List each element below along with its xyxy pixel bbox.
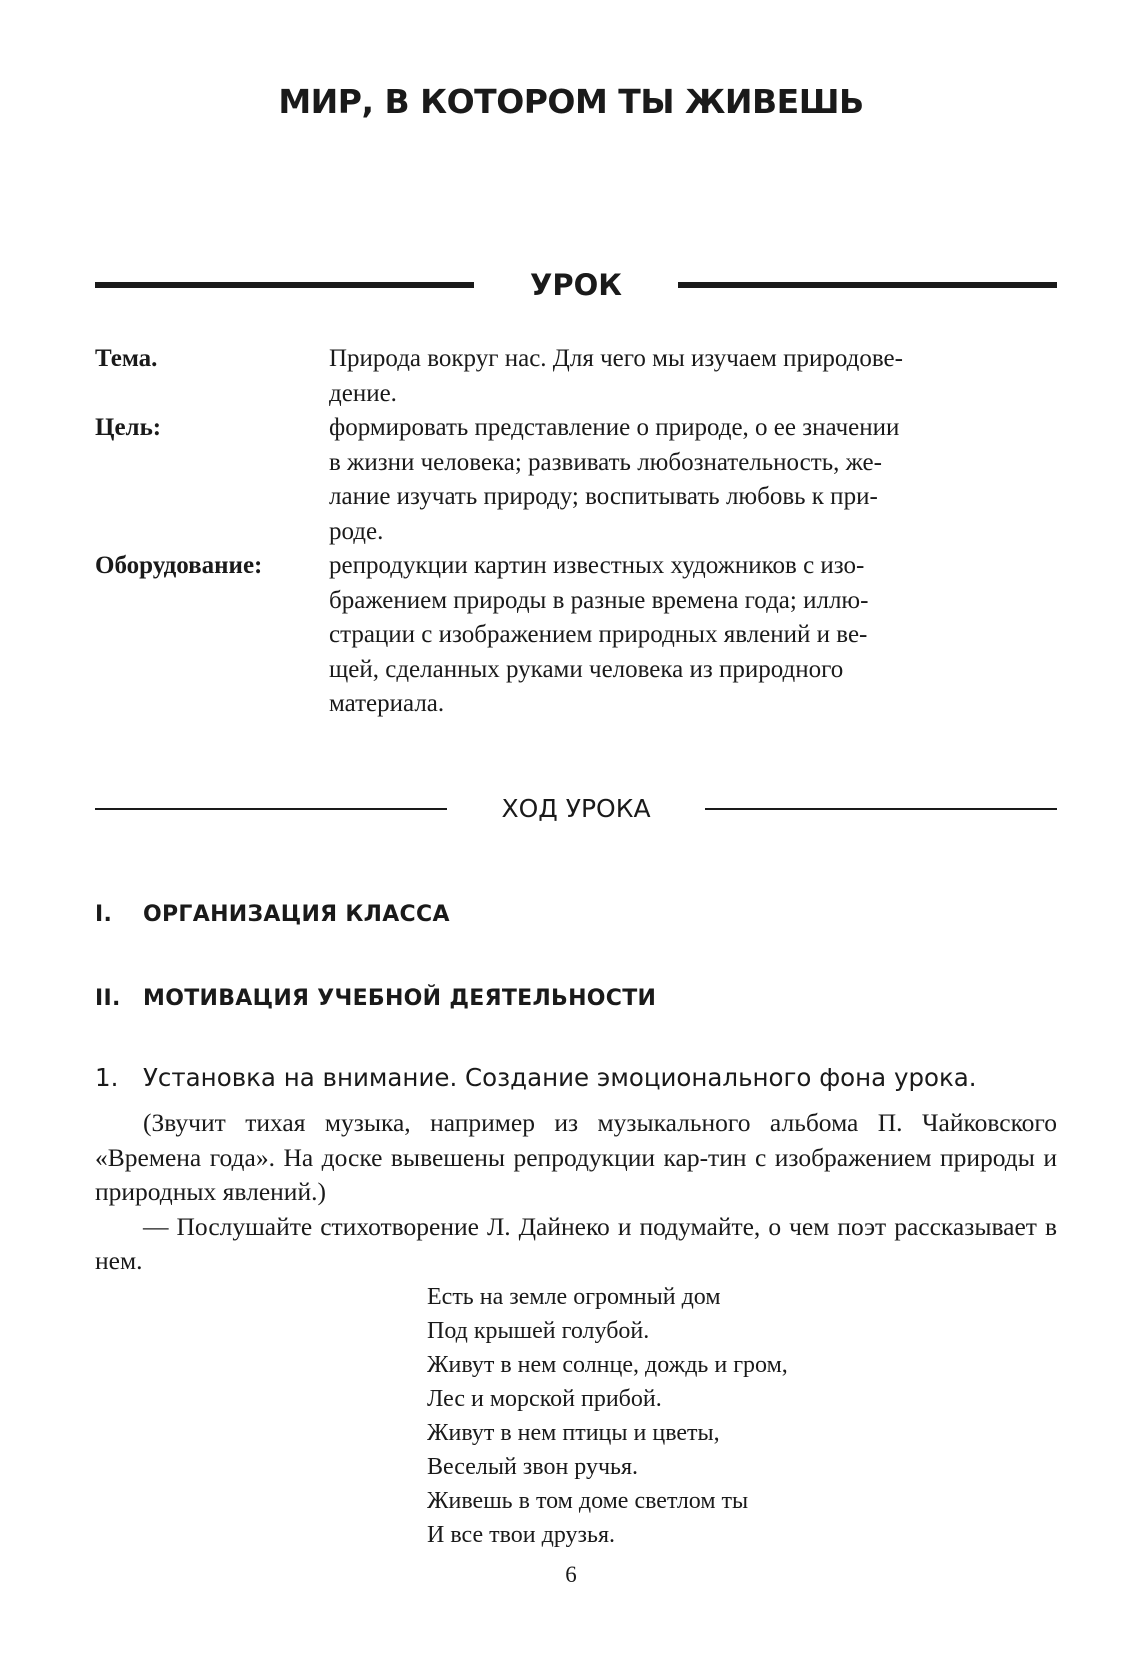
poem-line: И все твои друзья. <box>427 1522 615 1548</box>
item-text: Установка на внимание. Создание эмоционального фона урока. <box>143 1063 977 1092</box>
section-title: ОРГАНИЗАЦИЯ КЛАССА <box>143 902 450 927</box>
section-title: МОТИВАЦИЯ УЧЕБНОЙ ДЕЯТЕЛЬНОСТИ <box>143 986 657 1011</box>
info-line: страции с изображением природных явлений и ве- <box>329 621 868 648</box>
heading-rule-right <box>705 808 1057 810</box>
info-label: Тема. <box>95 345 158 372</box>
heading-rule-left <box>95 808 447 810</box>
info-line: формировать представление о природе, о ее значении <box>329 414 900 441</box>
info-row-topic <box>95 342 1057 411</box>
info-label: Оборудование: <box>95 552 263 579</box>
numbered-item <box>95 1063 977 1092</box>
poem-line: Под крышей голубой. <box>427 1318 650 1344</box>
heading-rule-left <box>95 282 474 288</box>
poem <box>427 1280 788 1552</box>
page-number: 6 <box>565 1562 577 1587</box>
section-number: I. <box>95 902 113 927</box>
info-line: в жизни человека; развивать любознательность, же- <box>329 448 882 476</box>
chapter-title: МИР, В КОТОРОМ ТЫ ЖИВЕШЬ <box>278 82 864 121</box>
lesson-progress-label: ХОД УРОКА <box>501 794 651 823</box>
paragraph: — Послушайте стихотворение Л. Дайнеко и подумайте, о чем поэт рассказывает в нем. <box>95 1211 1057 1275</box>
paragraph: (Звучит тихая музыка, например из музыкального альбома П. Чайковского «Времена года». На доске вывешены репродукции кар-тин с изображением природы и природных явлений.) <box>95 1108 1057 1206</box>
section-heading <box>95 902 450 927</box>
lesson-heading <box>95 268 1057 302</box>
info-row-goal <box>95 411 1057 549</box>
info-line: репродукции картин известных художников с изо- <box>329 552 865 579</box>
lesson-progress-heading <box>95 794 1057 823</box>
info-line: щей, сделанных руками человека из природного <box>329 655 844 683</box>
section-heading <box>95 986 656 1011</box>
info-row-equipment <box>95 549 1057 722</box>
info-text <box>329 342 1057 411</box>
poem-line: Живут в нем солнце, дождь и гром, <box>427 1352 788 1378</box>
info-line: материала. <box>329 690 445 717</box>
section-number: II. <box>95 986 121 1011</box>
info-line: роде. <box>329 517 384 545</box>
info-line: лание изучать природу; воспитывать любовь к при- <box>329 483 878 510</box>
lesson-info <box>95 342 1057 722</box>
item-number: 1. <box>95 1063 119 1092</box>
poem-line: Живешь в том доме светлом ты <box>427 1488 749 1514</box>
heading-rule-right <box>678 282 1057 288</box>
info-line: Природа вокруг нас. Для чего мы изучаем природове- <box>329 345 903 372</box>
poem-line: Живут в нем птицы и цветы, <box>427 1420 720 1446</box>
lesson-heading-label: УРОК <box>530 268 622 302</box>
info-label: Цель: <box>95 414 162 441</box>
body-text <box>95 1106 1057 1279</box>
poem-line: Веселый звон ручья. <box>427 1454 639 1480</box>
info-line: дение. <box>329 379 397 407</box>
poem-line: Есть на земле огромный дом <box>427 1284 721 1310</box>
info-line: бражением природы в разные времена года; иллю- <box>329 586 869 614</box>
poem-line: Лес и морской прибой. <box>427 1386 662 1412</box>
info-text <box>329 411 1057 549</box>
info-text <box>329 549 1057 722</box>
